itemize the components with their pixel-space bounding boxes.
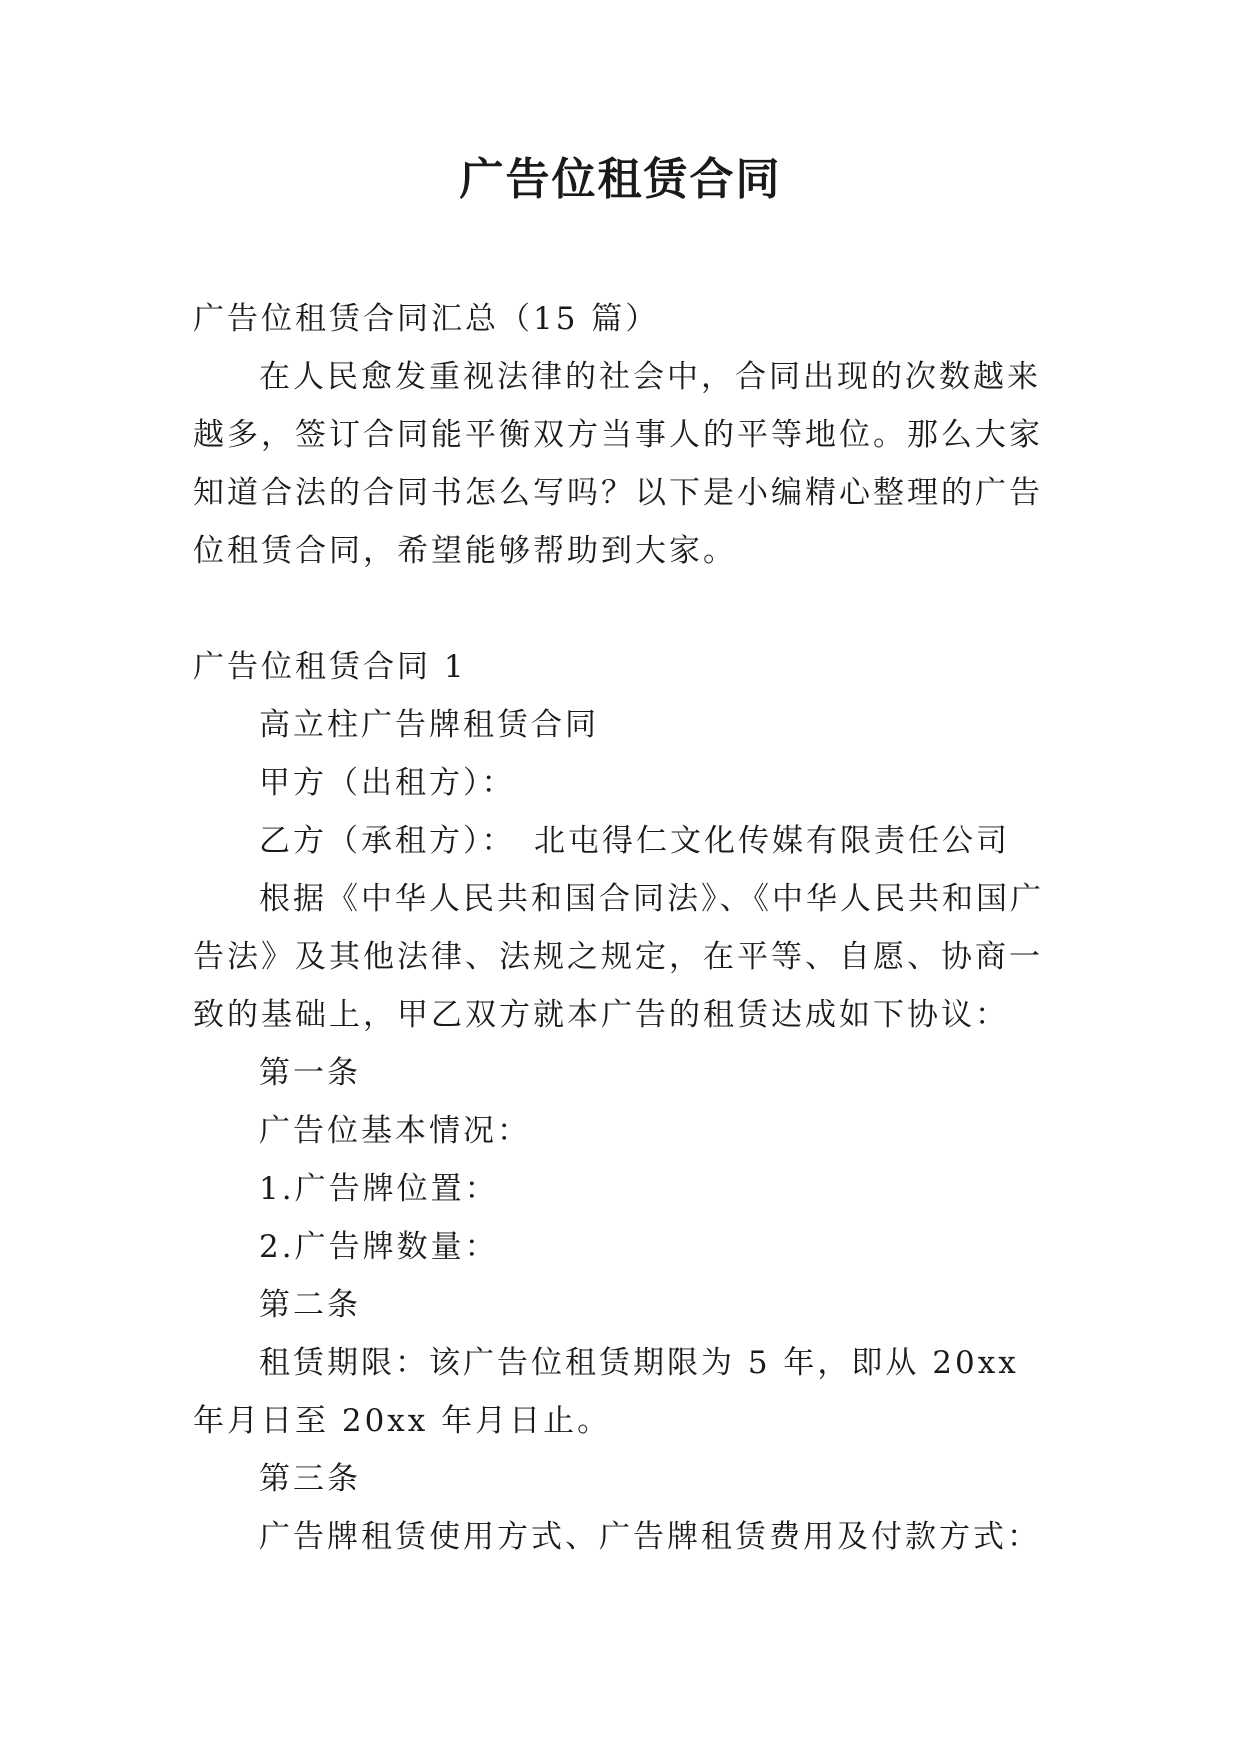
- intro-paragraph: 在人民愈发重视法律的社会中，合同出现的次数越来越多，签订合同能平衡双方当事人的平等地位。那么大家知道合法的合同书怎么写吗？以下是小编精心整理的广告位租赁合同，希望能够帮助到大家。: [193, 359, 1043, 569]
- party-b-line: 乙方（承租方）： 北屯得仁文化传媒有限责任公司: [259, 823, 1010, 859]
- article-1-item-quantity: 2.广告牌数量：: [259, 1229, 499, 1265]
- article-2-title: 第二条: [259, 1287, 361, 1323]
- article-1-title: 第一条: [259, 1055, 361, 1091]
- article-3-text: 广告牌租赁使用方式、广告牌租赁费用及付款方式：: [259, 1519, 1041, 1555]
- article-1-item-location: 1.广告牌位置：: [259, 1171, 499, 1207]
- contract-name: 高立柱广告牌租赁合同: [259, 707, 599, 743]
- section-heading: 广告位租赁合同 1: [193, 649, 467, 685]
- document-body: [193, 290, 1055, 1566]
- paragraph-spacer: [193, 580, 1055, 638]
- article-3-title: 第三条: [259, 1461, 361, 1497]
- document-title: 广告位租赁合同: [459, 154, 782, 205]
- collection-subtitle: 广告位租赁合同汇总（15 篇）: [193, 301, 660, 337]
- basis-paragraph: 根据《中华人民共和国合同法》、《中华人民共和国广告法》及其他法律、法规之规定，在平等、自愿、协商一致的基础上，甲乙双方就本广告的租赁达成如下协议：: [193, 881, 1044, 1033]
- article-2-text: 租赁期限：该广告位租赁期限为 5 年，即从 20xx 年月日至 20xx 年月日止。: [193, 1345, 1019, 1439]
- article-1-heading: 广告位基本情况：: [259, 1113, 531, 1149]
- party-a-line: 甲方（出租方）：: [259, 765, 516, 801]
